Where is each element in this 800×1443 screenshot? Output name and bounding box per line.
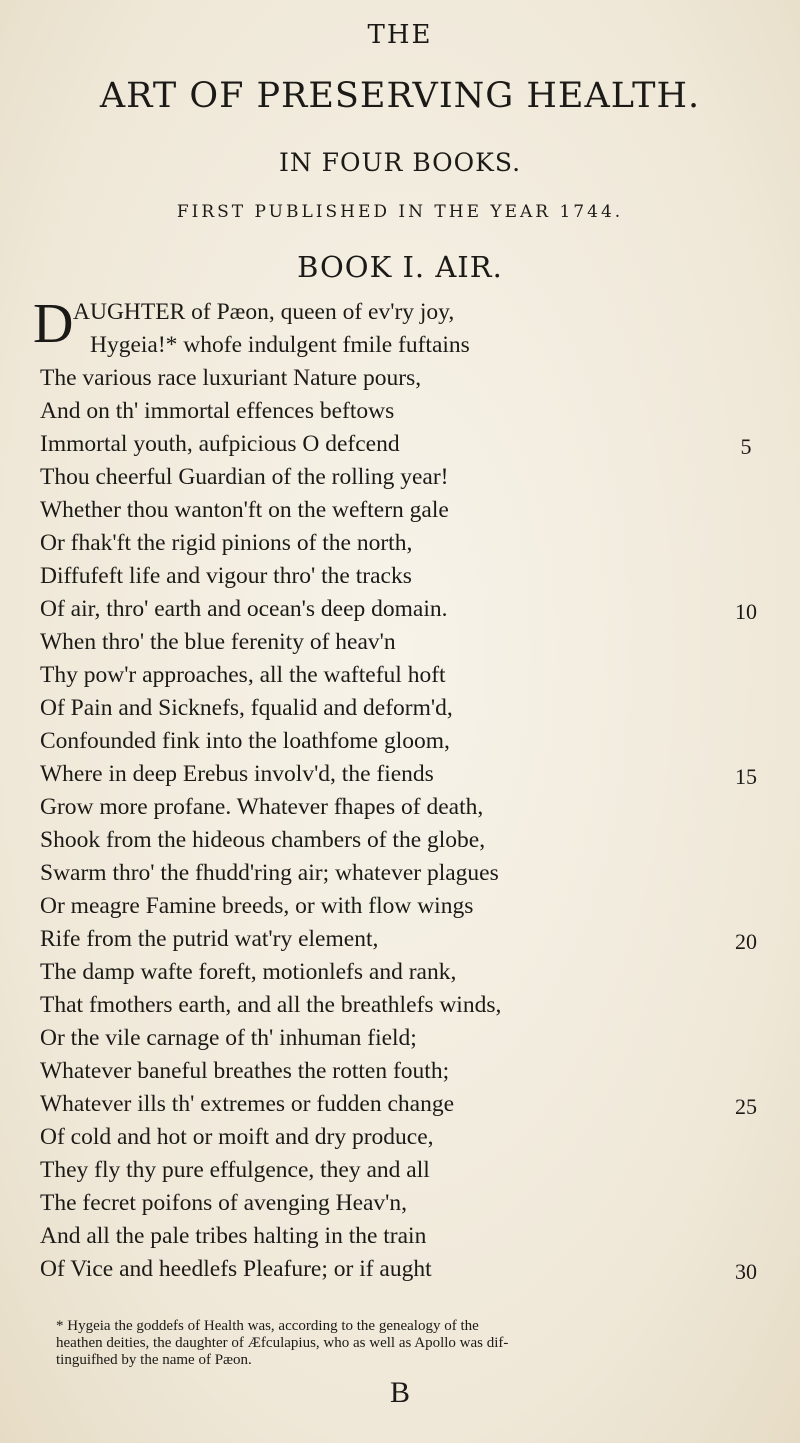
verse-line: And on th' immortal effences beftows [40, 398, 395, 424]
line-number: 10 [735, 599, 757, 624]
verse-line: That fmothers earth, and all the breathlefs winds, [40, 992, 502, 1018]
signature-mark: B [389, 1376, 410, 1409]
verse-line: Shook from the hideous chambers of the globe, [40, 827, 486, 853]
subtitle: IN FOUR BOOKS. [278, 148, 522, 177]
verse-line: They fly thy pure effulgence, they and all [40, 1157, 430, 1183]
verse-line: The fecret poifons of avenging Heav'n, [40, 1190, 408, 1216]
line-number: 15 [735, 764, 757, 789]
page-title: ART OF PRESERVING HEALTH. [99, 76, 701, 116]
verse-line: Hygeia!* whofe indulgent fmile fuftains [90, 332, 470, 358]
verse-line: Rife from the putrid wat'ry element, [40, 926, 379, 952]
line-number: 20 [735, 929, 757, 954]
verse-line: Of Pain and Sicknefs, fqualid and deform'd, [40, 695, 453, 721]
verse-line: AUGHTER of Pæon, queen of ev'ry joy, [73, 299, 455, 325]
drop-cap: D [33, 293, 74, 355]
footnote-line: * Hygeia the goddefs of Health was, according to the genealogy of the [56, 1318, 479, 1334]
verse-line: Or fhak'ft the rigid pinions of the north, [40, 530, 413, 556]
verse-line: Where in deep Erebus involv'd, the fiends [40, 761, 434, 787]
footnote [56, 1318, 756, 1369]
verse-line: And all the pale tribes halting in the train [40, 1223, 427, 1249]
running-head: THE [367, 20, 433, 50]
verse-line: Of cold and hot or moift and dry produce, [40, 1124, 434, 1150]
verse-line: Immortal youth, aufpicious O defcend [40, 431, 400, 457]
publication-note: FIRST PUBLISHED IN THE YEAR 1744. [176, 202, 624, 222]
verse-line: When thro' the blue ferenity of heav'n [40, 629, 396, 655]
verse-line: Whether thou wanton'ft on the weftern gale [40, 497, 449, 523]
verse-line: Or the vile carnage of th' inhuman field; [40, 1025, 417, 1051]
verse-line: Diffufeft life and vigour thro' the tracks [40, 563, 412, 589]
verse-line: The various race luxuriant Nature pours, [40, 365, 422, 391]
verse-line: Whatever ills th' extremes or fudden change [40, 1091, 455, 1117]
book-heading: BOOK I. AIR. [297, 250, 503, 284]
verse-line: Of Vice and heedlefs Pleafure; or if aught [40, 1256, 432, 1282]
verse-line: Thou cheerful Guardian of the rolling year! [40, 464, 449, 490]
verse-line: The damp wafte foreft, motionlefs and rank, [40, 959, 457, 985]
verse-line: Grow more profane. Whatever fhapes of death, [40, 794, 484, 820]
footnote-line: heathen deities, the daughter of Æfculapius, who as well as Apollo was dif- [56, 1335, 509, 1351]
verse-line: Or meagre Famine breeds, or with flow wings [40, 893, 474, 919]
line-number: 30 [735, 1259, 757, 1284]
verse-line: Whatever baneful breathes the rotten fouth; [40, 1058, 450, 1084]
verse-line: Of air, thro' earth and ocean's deep domain. [40, 596, 448, 622]
verse-line: Thy pow'r approaches, all the wafteful hoft [40, 662, 446, 688]
verse-line: Confounded fink into the loathfome gloom, [40, 728, 450, 754]
footnote-line: tinguifhed by the name of Pæon. [56, 1352, 252, 1368]
line-number: 5 [740, 434, 752, 459]
verse-line: Swarm thro' the fhudd'ring air; whatever plagues [40, 860, 499, 886]
line-number: 25 [735, 1094, 757, 1119]
